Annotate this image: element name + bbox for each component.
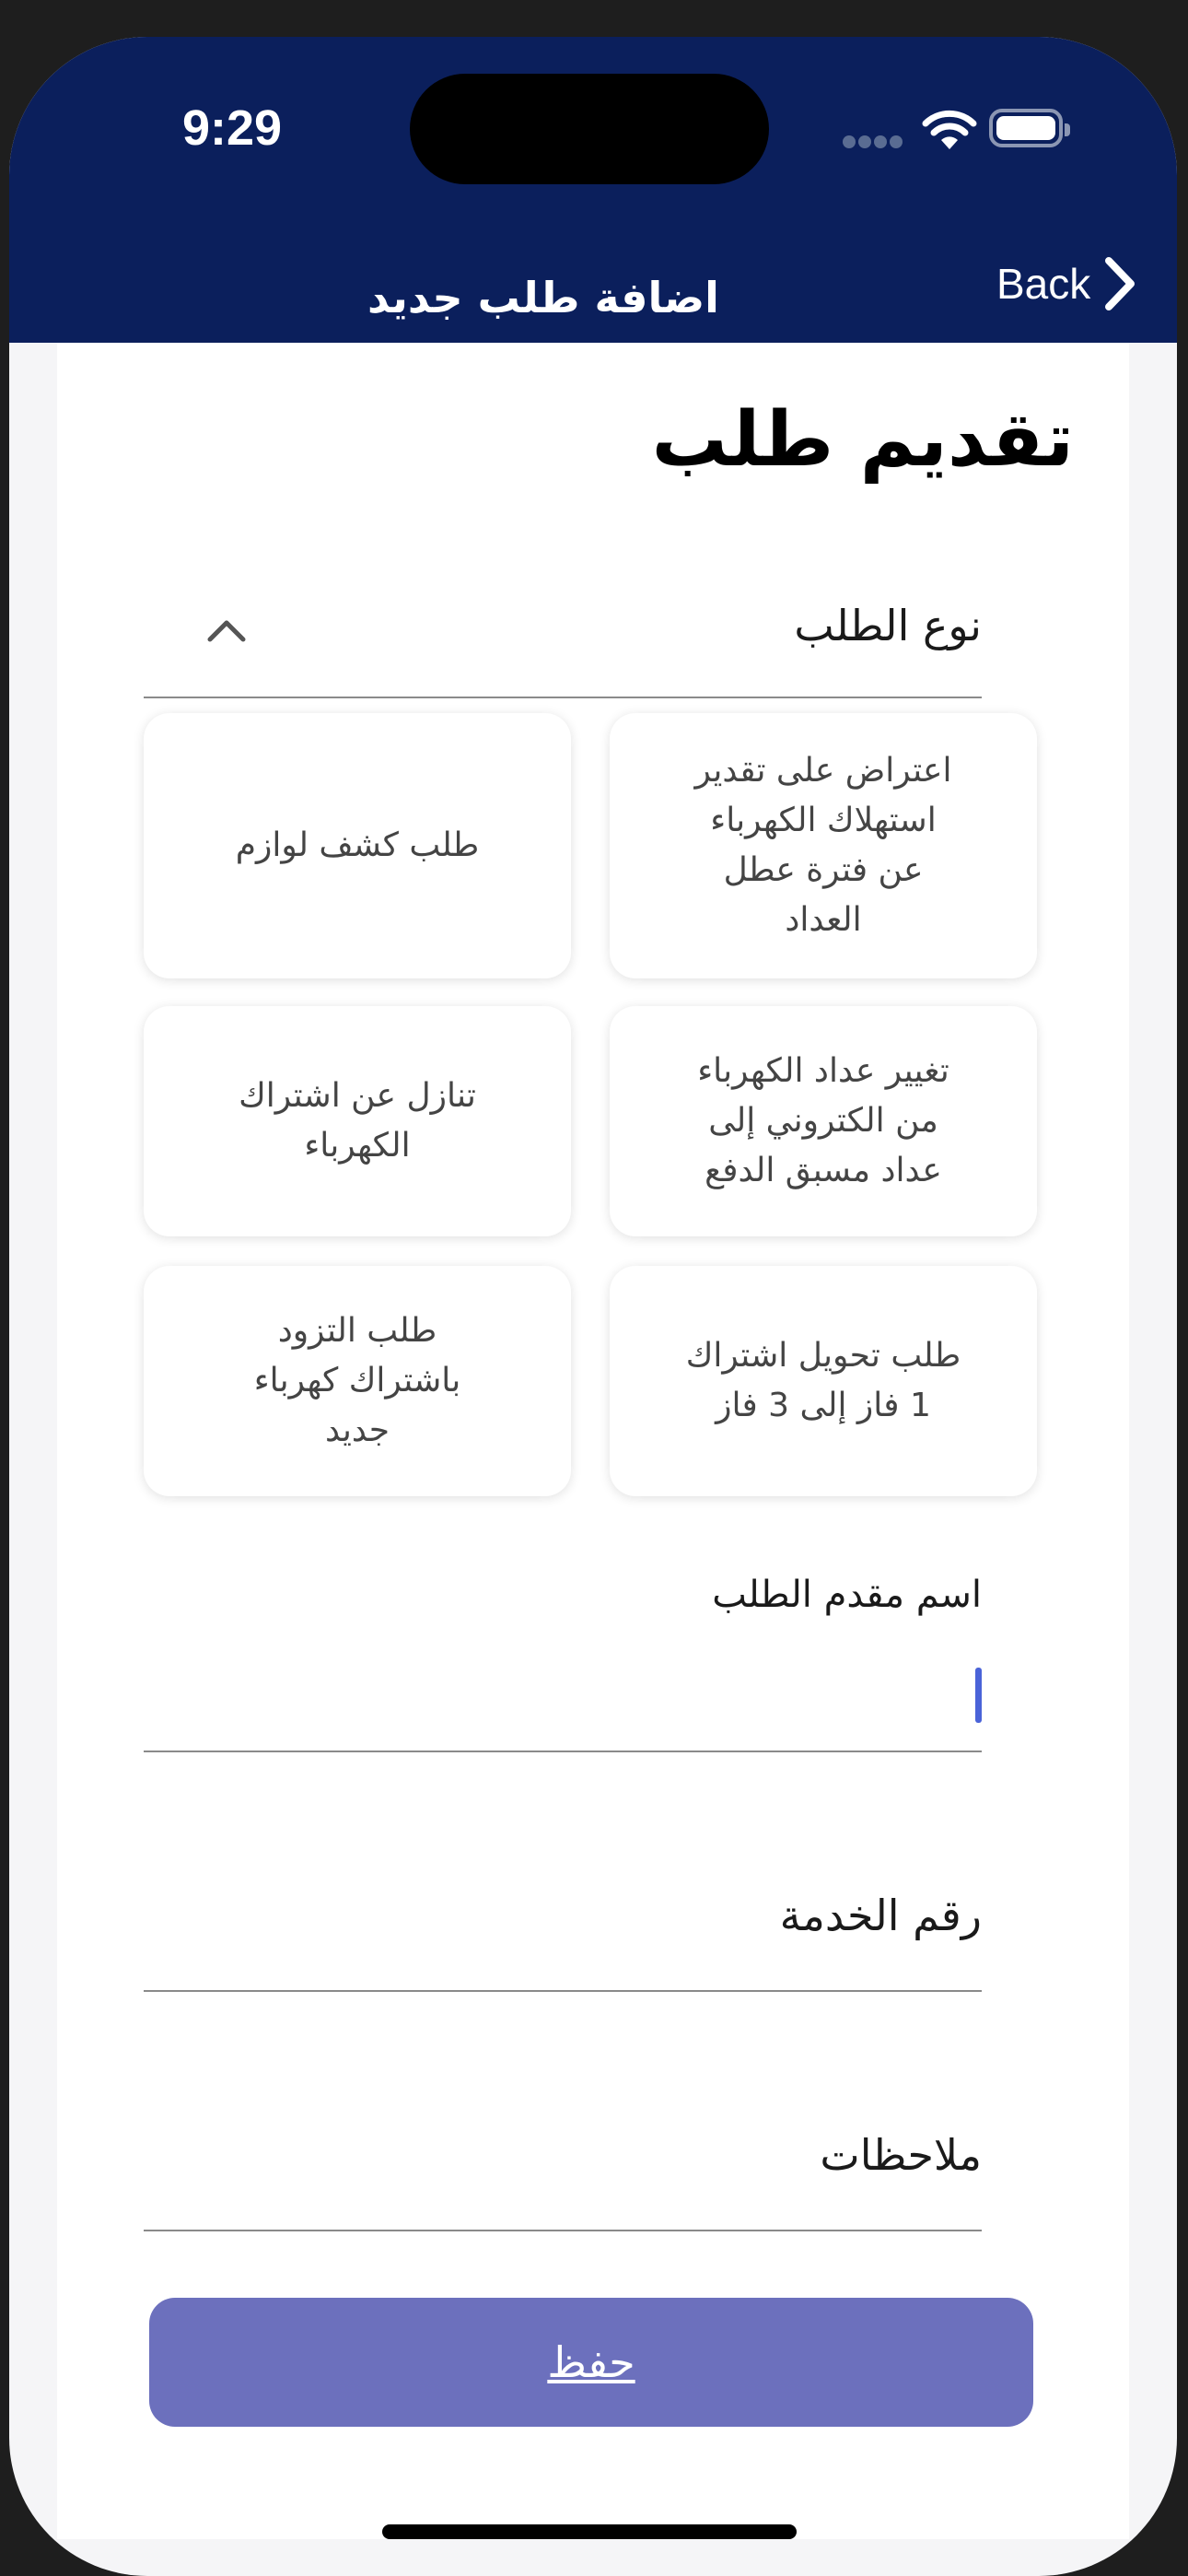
- save-button[interactable]: حفظ: [149, 2298, 1033, 2427]
- nav-title: اضافة طلب جديد: [367, 273, 719, 322]
- back-label: Back: [996, 260, 1091, 308]
- request-option[interactable]: طلب تحويل اشتراك 1 فاز إلى 3 فاز: [610, 1266, 1037, 1496]
- applicant-name-field[interactable]: [144, 1555, 982, 1752]
- applicant-name-label: اسم مقدم الطلب: [712, 1574, 982, 1616]
- battery-icon: [989, 109, 1063, 147]
- request-option[interactable]: طلب كشف لوازم: [144, 713, 571, 978]
- request-type-label: نوع الطلب: [794, 601, 982, 650]
- service-number-field[interactable]: [144, 1751, 982, 1992]
- request-option[interactable]: تغيير عداد الكهرباء من الكتروني إلى عداد مسبق الدفع: [610, 1006, 1037, 1236]
- request-option[interactable]: اعتراض على تقدير استهلاك الكهرباء عن فترة عطل العداد: [610, 713, 1037, 978]
- request-type-dropdown[interactable]: [144, 564, 982, 698]
- service-number-label: رقم الخدمة: [779, 1891, 982, 1940]
- request-option[interactable]: طلب التزود باشتراك كهرباء جديد: [144, 1266, 571, 1496]
- request-option[interactable]: تنازل عن اشتراك الكهرباء: [144, 1006, 571, 1236]
- notes-label: ملاحظات: [820, 2130, 982, 2180]
- back-button[interactable]: [996, 247, 1136, 321]
- nav-header: [9, 37, 1177, 343]
- page-title: تقديم طلب: [651, 396, 1074, 484]
- text-caret: [975, 1668, 982, 1723]
- form-card: [57, 343, 1129, 2539]
- back-chevron-icon: [1103, 255, 1136, 312]
- dynamic-island: [410, 74, 769, 184]
- screen: [9, 37, 1177, 2576]
- notes-field[interactable]: [144, 1990, 982, 2231]
- wifi-icon: [921, 109, 978, 151]
- signal-icon: [843, 135, 903, 150]
- home-indicator: [382, 2524, 797, 2539]
- chevron-up-icon[interactable]: [206, 617, 247, 647]
- status-time: 9:29: [181, 100, 283, 156]
